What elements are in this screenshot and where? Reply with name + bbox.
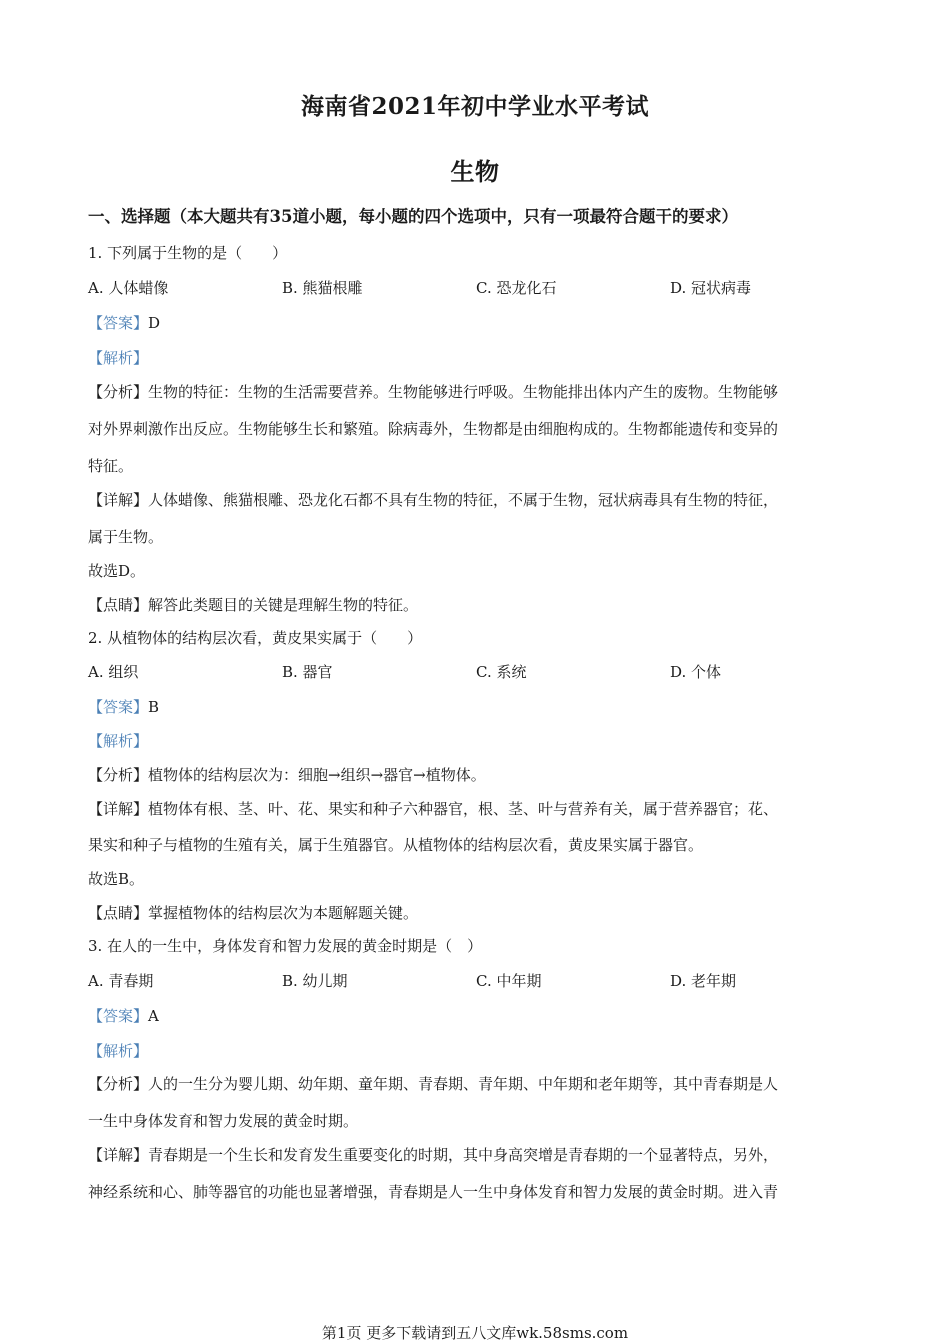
question-2-option-b: B. 器官 [282,663,333,681]
detail-tag: 【详解】 [88,800,149,818]
question-2-dianjing [88,903,868,923]
question-1-detail-line-1 [88,490,868,510]
question-2-analysis-line-1 [88,765,868,785]
answer-tag: 【答案】 [88,1007,149,1025]
question-3-detail-line-2: 神经系统和心、肺等器官的功能也显著增强，青春期是人一生中身体发育和智力发展的黄金时期。进入青 [88,1183,779,1201]
detail-tag: 【详解】 [88,491,149,509]
subject-title: 生物 [450,157,500,186]
question-3-option-b: B. 幼儿期 [282,972,348,990]
question-3-option-c: C. 中年期 [476,972,542,990]
question-2-option-c: C. 系统 [476,663,527,681]
detail-text: 青春期是一个生长和发育发生重要变化的时期，其中身高突增是青春期的一个显著特点，另外， [148,1146,779,1164]
analysis-tag: 【分析】 [88,1075,149,1093]
question-2-option-d: D. 个体 [670,663,722,681]
answer-value: D [148,314,161,332]
question-1-option-d: D. 冠状病毒 [670,279,752,297]
analysis-text: 生物的特征：生物的生活需要营养。生物能够进行呼吸。生物能排出体内产生的废物。生物能够 [148,383,779,401]
section-heading: 一、选择题（本大题共有35道小题，每小题的四个选项中，只有一项最符合题干的要求） [88,207,738,226]
question-1-option-a: A. 人体蜡像 [88,279,169,297]
question-3-analysis-line-2: 一生中身体发育和智力发展的黄金时期。 [88,1112,359,1130]
question-2-choice: 故选B。 [88,870,145,888]
question-3-analysis-line-1 [88,1074,868,1094]
analysis-tag: 【分析】 [88,383,149,401]
question-2-option-a: A. 组织 [88,663,139,681]
dianjing-text: 掌握植物体的结构层次为本题解题关键。 [148,904,419,922]
dianjing-text: 解答此类题目的关键是理解生物的特征。 [148,596,419,614]
document-title: 海南省2021年初中学业水平考试 [300,93,649,120]
question-1-choice: 故选D。 [88,562,146,580]
question-1-analysis-line-1 [88,382,868,402]
detail-text: 植物体有根、茎、叶、花、果实和种子六种器官，根、茎、叶与营养有关，属于营养器官；花、 [148,800,779,818]
question-1-detail-line-2: 属于生物。 [88,528,164,546]
analysis-tag: 【分析】 [88,766,149,784]
question-1-dianjing [88,595,868,615]
question-3-stem: 3. 在人的一生中，身体发育和智力发展的黄金时期是（ ） [88,937,483,955]
question-1-analysis-line-3: 特征。 [88,457,134,475]
question-3-answer [88,1006,868,1026]
question-1-jiexi-tag: 【解析】 [88,349,149,367]
question-2-detail-line-1 [88,799,868,819]
page-footer: 第1页 更多下载请到五八文库wk.58sms.com [321,1324,629,1342]
answer-tag: 【答案】 [88,314,149,332]
question-1-analysis-line-2: 对外界刺激作出反应。生物能够生长和繁殖。除病毒外，生物都是由细胞构成的。生物都能遗传和变异的 [88,420,779,438]
analysis-text: 植物体的结构层次为：细胞→组织→器官→植物体。 [148,766,486,784]
dianjing-tag: 【点睛】 [88,596,149,614]
question-2-detail-line-2: 果实和种子与植物的生殖有关，属于生殖器官。从植物体的结构层次看，黄皮果实属于器官。 [88,836,704,854]
question-2-answer [88,697,868,717]
answer-value: B [148,698,160,716]
answer-value: A [148,1007,159,1025]
answer-tag: 【答案】 [88,698,149,716]
question-2-stem: 2. 从植物体的结构层次看，黄皮果实属于（ ） [88,629,423,647]
question-1-answer [88,313,868,333]
analysis-text: 人的一生分为婴儿期、幼年期、童年期、青春期、青年期、中年期和老年期等，其中青春期是人 [148,1075,779,1093]
question-1-stem: 1. 下列属于生物的是（ ） [88,244,288,262]
detail-tag: 【详解】 [88,1146,149,1164]
detail-text: 人体蜡像、熊猫根雕、恐龙化石都不具有生物的特征，不属于生物，冠状病毒具有生物的特征， [148,491,779,509]
question-3-option-a: A. 青春期 [88,972,154,990]
question-2-jiexi-tag: 【解析】 [88,732,149,750]
question-1-option-b: B. 熊猫根雕 [282,279,363,297]
question-3-jiexi-tag: 【解析】 [88,1042,149,1060]
question-3-detail-line-1 [88,1145,868,1165]
dianjing-tag: 【点睛】 [88,904,149,922]
question-3-option-d: D. 老年期 [670,972,737,990]
question-1-option-c: C. 恐龙化石 [476,279,557,297]
